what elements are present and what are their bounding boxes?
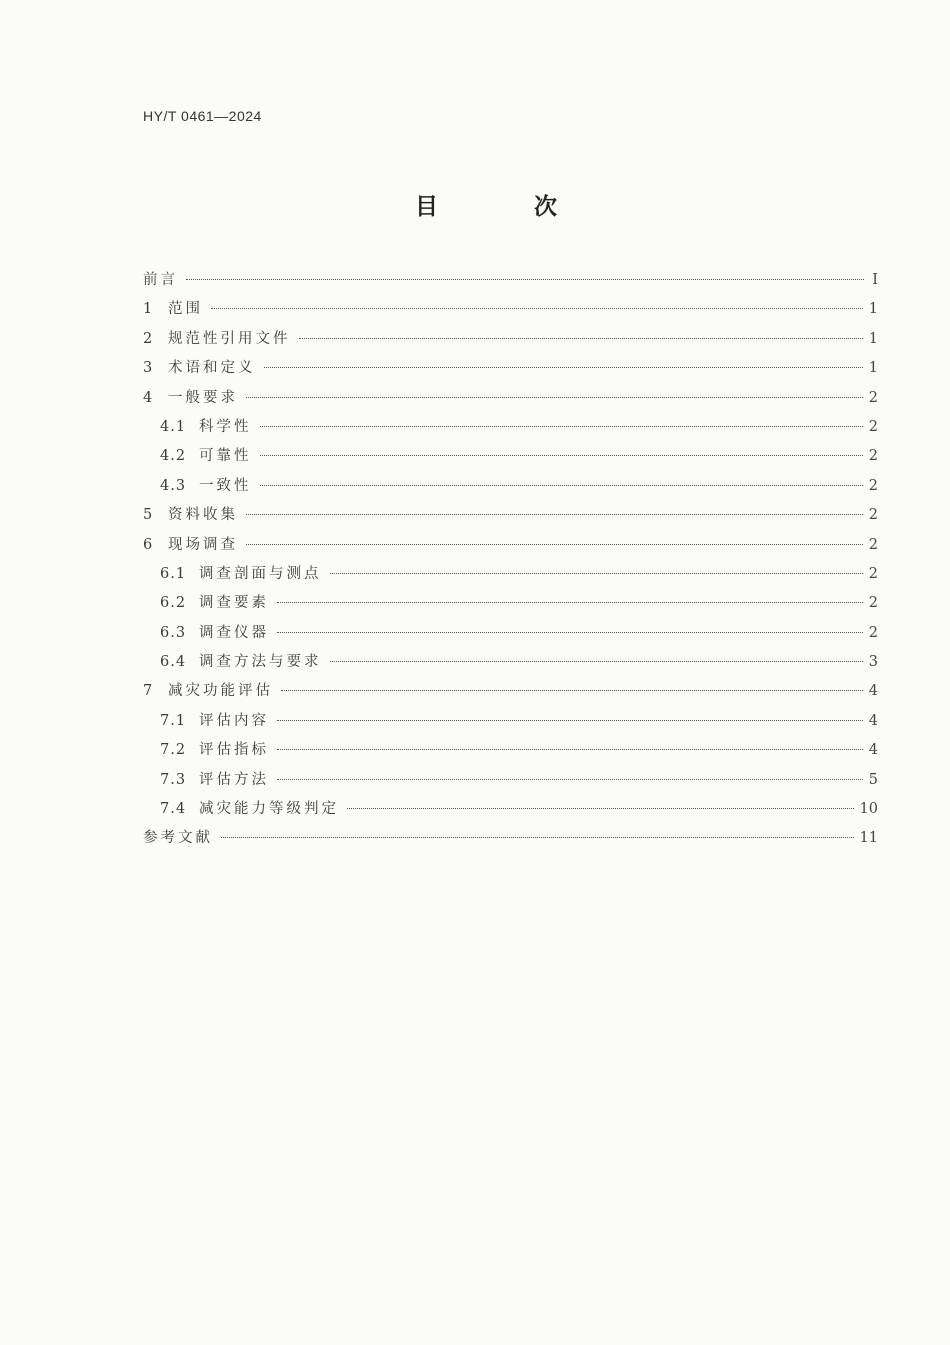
toc-entry-page: 5 [868,771,878,788]
toc-entry-4[interactable] [143,384,878,413]
dot-leader [246,544,863,545]
page-title: 目 次 [414,194,601,220]
toc-entry-label: 可靠性 [199,448,252,465]
dot-leader [221,837,854,838]
toc-entry-6-2[interactable] [143,589,878,618]
dot-leader [281,690,863,691]
dot-leader [277,779,863,780]
toc-entry-label: 科学性 [199,418,252,435]
table-of-contents [143,266,878,854]
toc-entry-label: 资料收集 [168,507,238,524]
dot-leader [246,514,863,515]
toc-entry-7-2[interactable] [143,736,878,765]
toc-entry-number: 4.3 [160,477,187,494]
toc-entry-label: 一般要求 [168,389,238,406]
toc-entry-6-1[interactable] [143,560,878,589]
toc-entry-6-4[interactable] [143,648,878,677]
toc-entry-4-2[interactable] [143,442,878,471]
toc-entry-number: 7.2 [160,742,187,759]
toc-entry-label: 规范性引用文件 [168,330,291,347]
dot-leader [260,455,863,456]
toc-entry-page: 1 [868,360,878,377]
dot-leader [277,720,863,721]
toc-entry-number: 7 [143,683,154,700]
dot-leader [330,573,863,574]
dot-leader [186,279,864,280]
toc-entry-page: 10 [859,801,878,818]
toc-entry-4-1[interactable] [143,413,878,442]
toc-entry-number: 6 [143,536,154,553]
toc-entry-page: 2 [868,418,878,435]
toc-entry-page: 1 [868,330,878,347]
toc-entry-4-3[interactable] [143,472,878,501]
toc-entry-label: 前言 [143,272,178,288]
toc-entry-page: 2 [868,477,878,494]
toc-entry-page: 3 [868,654,878,671]
dot-leader [277,632,863,633]
toc-entry-foreword[interactable] [143,266,878,295]
toc-entry-page: Ⅰ [872,272,878,288]
toc-entry-number: 4.2 [160,448,187,465]
dot-leader [299,338,863,339]
toc-entry-page: 2 [868,595,878,612]
toc-entry-number: 6.1 [160,565,187,582]
toc-entry-page: 4 [868,742,878,759]
dot-leader [347,808,854,809]
dot-leader [330,661,863,662]
dot-leader [277,602,863,603]
toc-entry-number: 4.1 [160,418,187,435]
toc-entry-page: 2 [868,389,878,406]
toc-entry-label: 评估内容 [199,712,269,729]
toc-entry-label: 减灾能力等级判定 [199,801,339,818]
toc-entry-number: 6.4 [160,654,187,671]
toc-entry-number: 3 [143,360,154,377]
toc-entry-page: 4 [868,683,878,700]
toc-entry-label: 调查方法与要求 [199,654,322,671]
toc-entry-number: 4 [143,389,154,406]
toc-entry-number: 7.3 [160,771,187,788]
toc-entry-label: 减灾功能评估 [168,683,273,700]
toc-entry-7-1[interactable] [143,707,878,736]
toc-entry-3[interactable] [143,354,878,383]
toc-entry-page: 2 [868,536,878,553]
toc-entry-page: 2 [868,507,878,524]
toc-entry-6[interactable] [143,531,878,560]
dot-leader [260,485,863,486]
toc-entry-6-3[interactable] [143,619,878,648]
toc-entry-number: 1 [143,301,154,318]
toc-entry-label: 调查要素 [199,595,269,612]
toc-entry-label: 一致性 [199,477,252,494]
toc-entry-number: 2 [143,330,154,347]
toc-entry-1[interactable] [143,295,878,324]
toc-entry-2[interactable] [143,325,878,354]
toc-entry-page: 2 [868,565,878,582]
toc-entry-page: 2 [868,624,878,641]
toc-entry-7[interactable] [143,677,878,706]
toc-entry-label: 现场调查 [168,536,238,553]
toc-entry-7-3[interactable] [143,766,878,795]
toc-entry-number: 6.3 [160,624,187,641]
toc-entry-page: 11 [859,830,878,847]
toc-entry-number: 7.4 [160,801,187,818]
toc-entry-page: 4 [868,712,878,729]
toc-entry-label: 调查仪器 [199,624,269,641]
toc-entry-references[interactable] [143,824,878,853]
toc-entry-label: 术语和定义 [168,360,256,377]
toc-entry-number: 6.2 [160,595,187,612]
toc-entry-7-4[interactable] [143,795,878,824]
toc-entry-page: 2 [868,448,878,465]
toc-entry-label: 范围 [168,301,203,318]
toc-entry-number: 7.1 [160,712,187,729]
toc-entry-number: 5 [143,507,154,524]
toc-entry-page: 1 [868,301,878,318]
toc-entry-label: 参考文献 [143,830,213,847]
toc-entry-label: 评估方法 [199,771,269,788]
toc-entry-label: 评估指标 [199,742,269,759]
dot-leader [211,308,863,309]
toc-entry-label: 调查剖面与测点 [199,565,322,582]
document-code: HY/T 0461—2024 [143,108,262,124]
dot-leader [260,426,863,427]
dot-leader [277,749,863,750]
dot-leader [264,367,863,368]
dot-leader [246,397,863,398]
toc-entry-5[interactable] [143,501,878,530]
